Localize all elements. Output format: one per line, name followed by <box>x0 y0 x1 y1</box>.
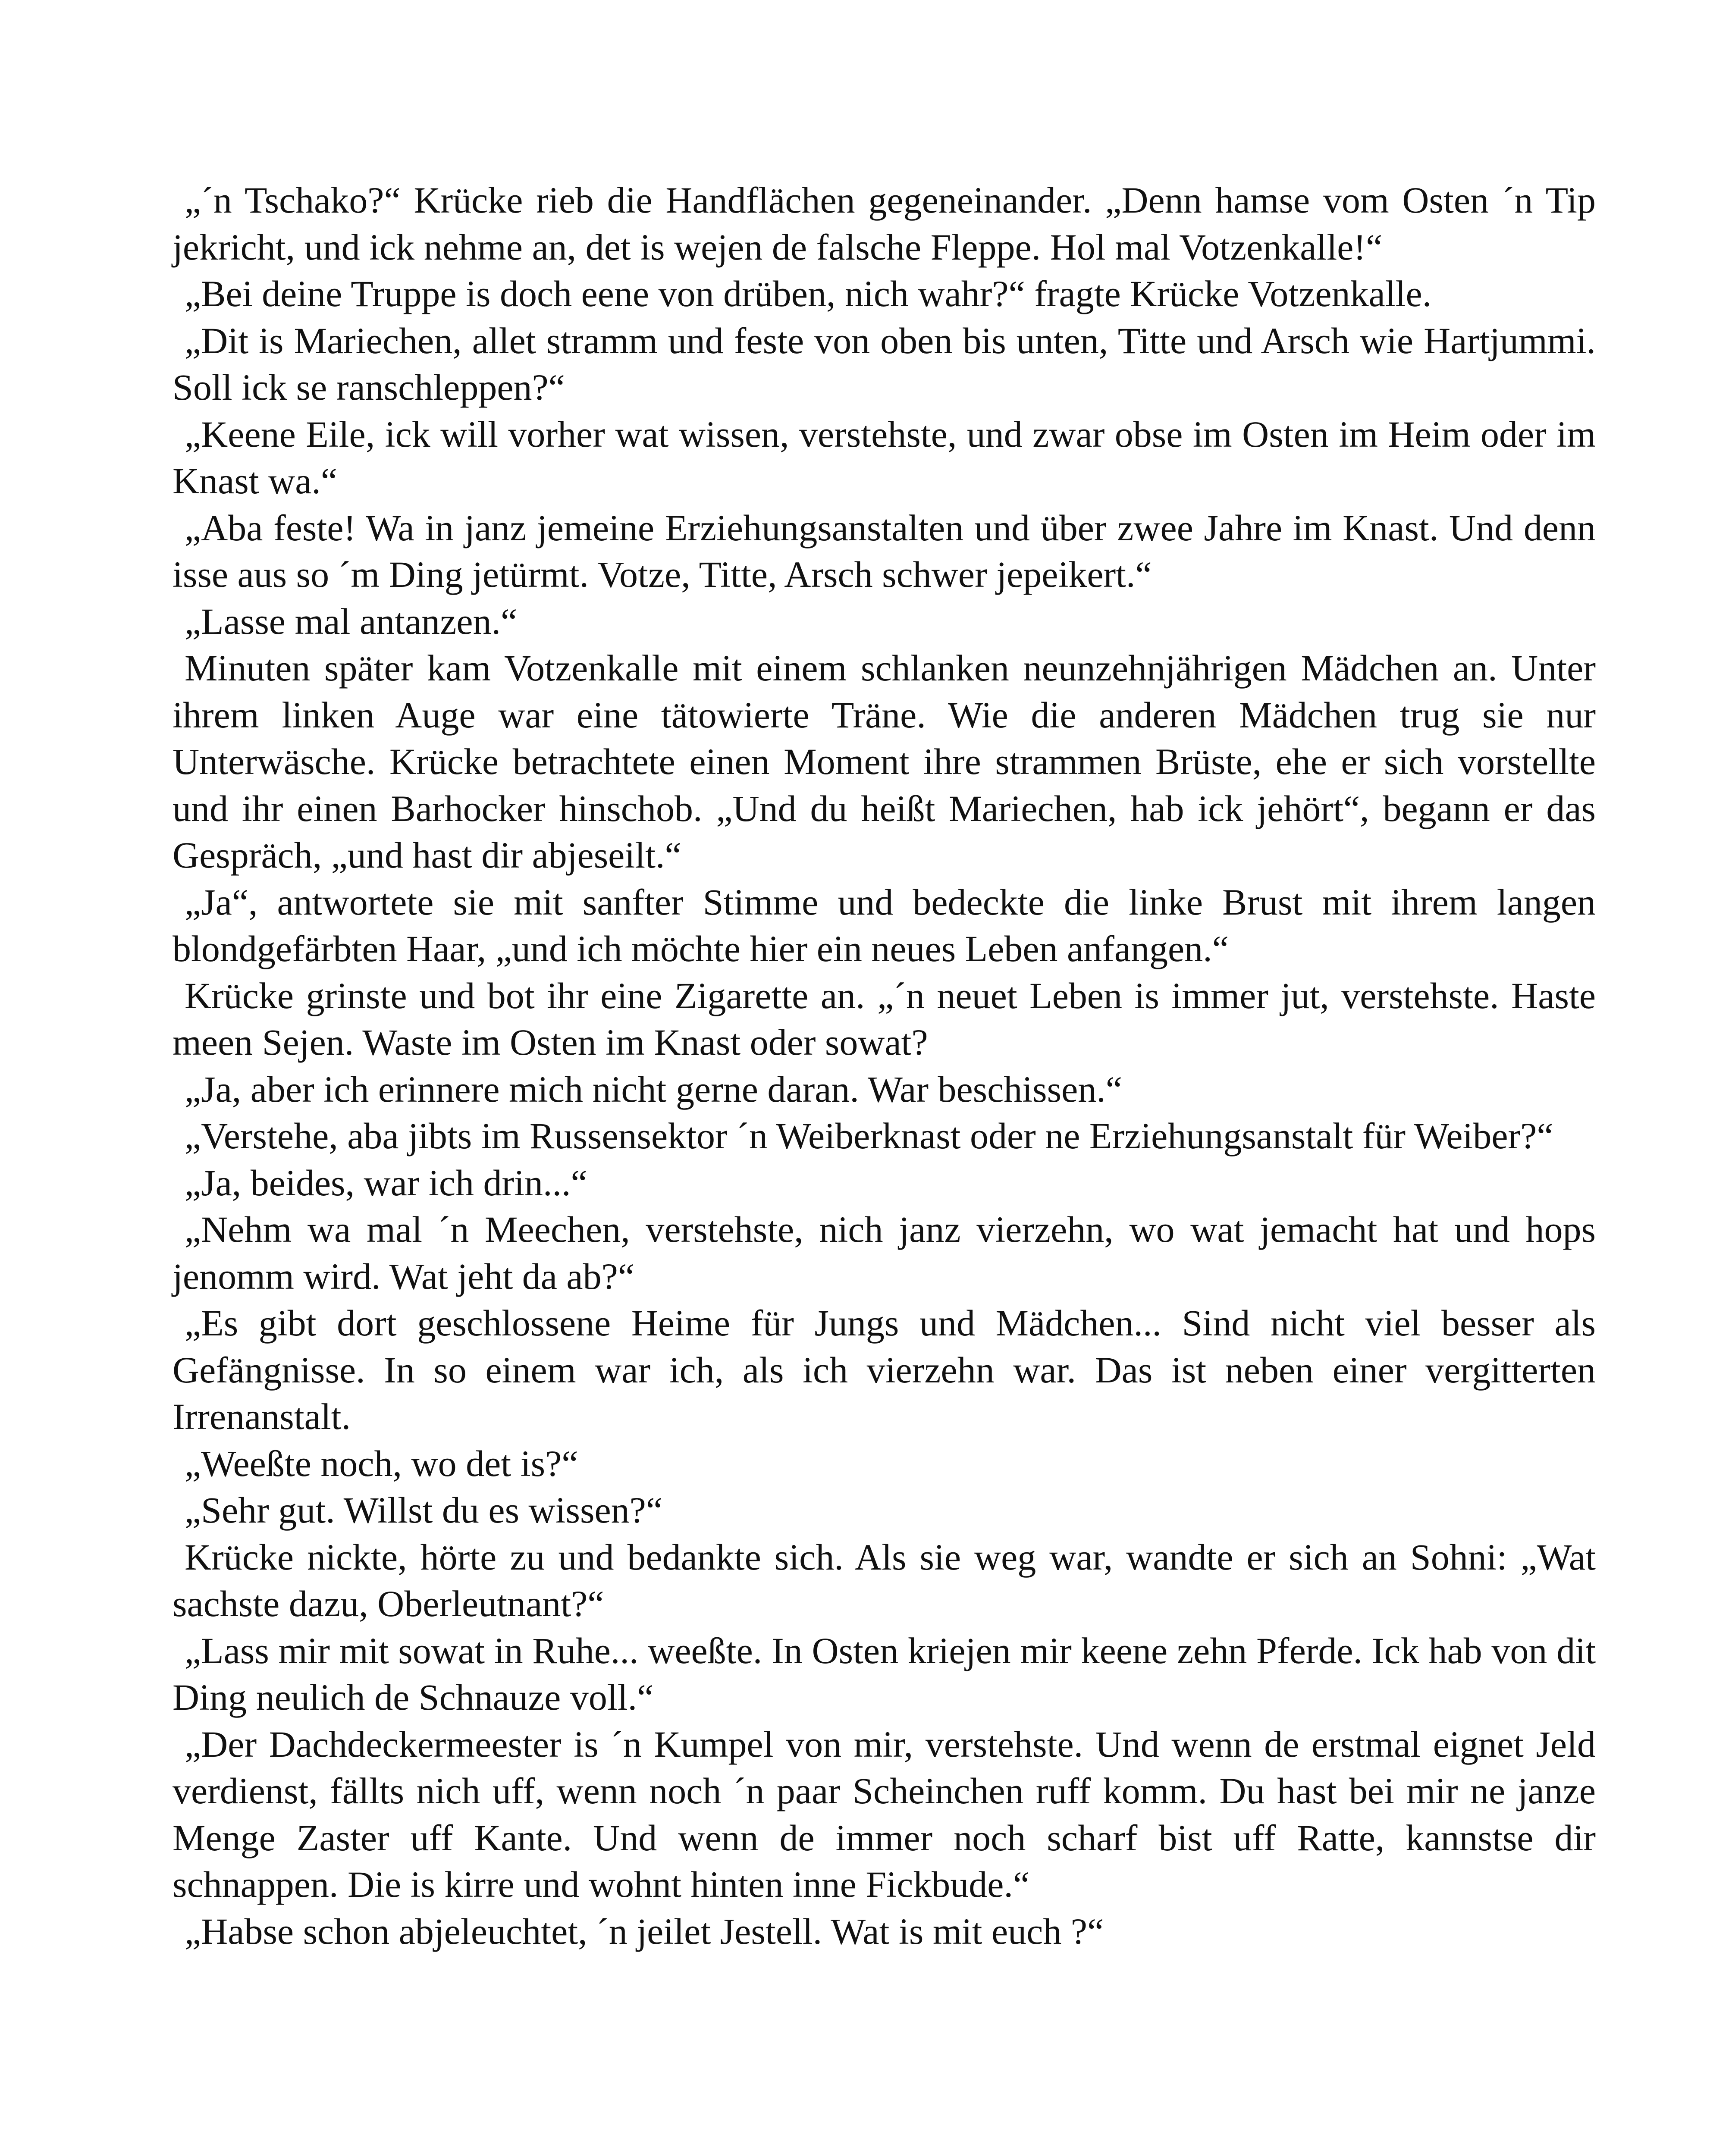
paragraph: „Bei deine Truppe is doch eene von drüben, nich wahr?“ fragte Krücke Votzenkalle. <box>185 273 1432 314</box>
paragraph: „Ja“, antwortete sie mit sanfter Stimme und bedeckte die linke Brust mit ihrem langen blondgefärbten Haar, „und ich möchte hier ein neues Leben anfangen.“ <box>173 881 1596 969</box>
paragraph: „Ja, aber ich erinnere mich nicht gerne daran. War beschissen.“ <box>185 1068 1122 1110</box>
paragraph: Krücke nickte, hörte zu und bedankte sich. Als sie weg war, wandte er sich an Sohni: „Wat sachste dazu, Oberleutnant?“ <box>173 1536 1596 1624</box>
paragraph: Krücke grinste und bot ihr eine Zigarette an. „´n neuet Leben is immer jut, verstehste. Haste meen Sejen. Waste im Osten im Knast oder sowat? <box>173 975 1596 1063</box>
paragraph: „Aba feste! Wa in janz jemeine Erziehungsanstalten und über zwee Jahre im Knast. Und denn isse aus so ´m Ding jetürmt. Votze, Titte, Arsch schwer jepeikert.“ <box>173 507 1596 595</box>
paragraph: „´n Tschako?“ Krücke rieb die Handflächen gegeneinander. „Denn hamse vom Osten ´n Tip jekricht, und ick nehme an, det is wejen de falsche Fleppe. Hol mal Votzenkalle!“ <box>173 179 1596 268</box>
paragraph: Minuten später kam Votzenkalle mit einem schlanken neunzehnjährigen Mädchen an. Unter ihrem linken Auge war eine tätowierte Träne. Wie die anderen Mädchen trug sie nur Unterwäsche. Krücke betrachtete einen Moment ihre strammen Brüste, ehe er sich vorstellte und ihr einen Barhocker hinschob. „Und du heißt Mariechen, hab ick jehört“, begann er das Gespräch, „und hast dir abjeseilt.“ <box>173 647 1596 876</box>
paragraph: „Es gibt dort geschlossene Heime für Jungs und Mädchen... Sind nicht viel besser als Gefängnisse. In so einem war ich, als ich vierzehn war. Das ist neben einer vergitterten Irrenanstalt. <box>173 1302 1596 1437</box>
paragraph: „Der Dachdeckermeester is ´n Kumpel von mir, verstehste. Und wenn de erstmal eignet Jeld verdienst, fällts nich uff, wenn noch ´n paar Scheinchen ruff komm. Du hast bei mir ne janze Menge Zaster uff Kante. Und wenn de immer noch scharf bist uff Ratte, kannstse dir schnappen. Die is kirre und wohnt hinten inne Fickbude.“ <box>173 1723 1596 1905</box>
paragraph: „Verstehe, aba jibts im Russensektor ´n Weiberknast oder ne Erziehungsanstalt für Weiber?“ <box>185 1115 1553 1156</box>
paragraph: „Nehm wa mal ´n Meechen, verstehste, nich janz vierzehn, wo wat jemacht hat und hops jenomm wird. Wat jeht da ab?“ <box>173 1209 1596 1297</box>
paragraph: „Habse schon abjeleuchtet, ´n jeilet Jestell. Wat is mit euch ?“ <box>185 1910 1104 1952</box>
paragraph: „Sehr gut. Willst du es wissen?“ <box>185 1489 663 1531</box>
paragraph: „Ja, beides, war ich drin...“ <box>185 1162 587 1203</box>
body-text <box>173 177 1596 1955</box>
paragraph: „Lasse mal antanzen.“ <box>185 600 518 642</box>
paragraph: „Dit is Mariechen, allet stramm und feste von oben bis unten, Titte und Arsch wie Hartjummi. Soll ick se ranschleppen?“ <box>173 320 1596 408</box>
paragraph: „Weeßte noch, wo det is?“ <box>185 1442 578 1484</box>
paragraph: „Lass mir mit sowat in Ruhe... weeßte. In Osten kriejen mir keene zehn Pferde. Ick hab von dit Ding neulich de Schnauze voll.“ <box>173 1630 1596 1718</box>
paragraph: „Keene Eile, ick will vorher wat wissen, verstehste, und zwar obse im Osten im Heim oder im Knast wa.“ <box>173 413 1596 501</box>
